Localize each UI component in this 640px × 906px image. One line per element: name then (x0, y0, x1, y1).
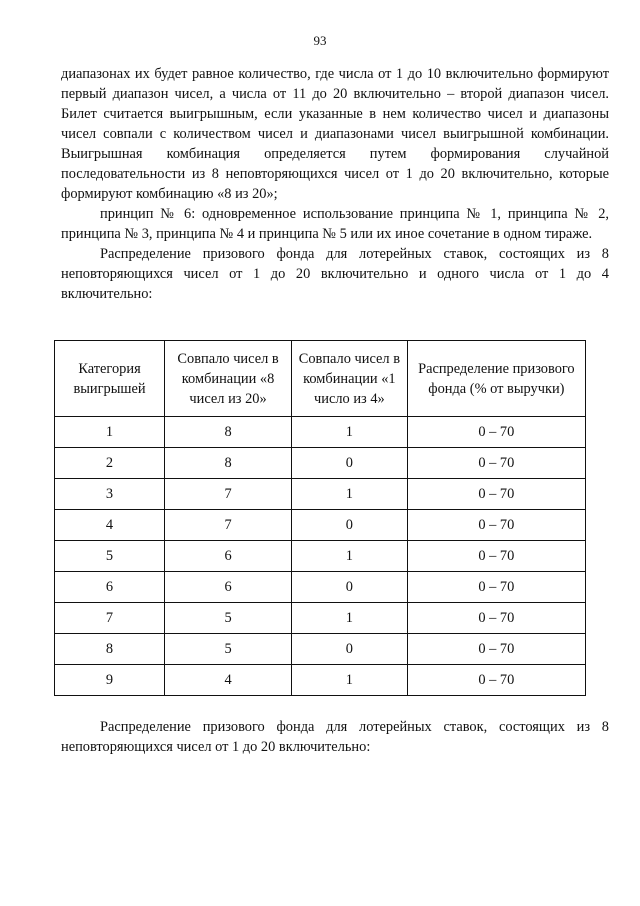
header-matched-8-of-20: Совпало чисел в комбинации «8 чисел из 20» (165, 341, 292, 417)
cell-prize-fund-share: 0 – 70 (407, 479, 585, 510)
cell-matched-1-of-4: 1 (292, 417, 408, 448)
cell-matched-1-of-4: 1 (292, 603, 408, 634)
table-row (55, 603, 586, 634)
cell-matched-1-of-4: 0 (292, 448, 408, 479)
paragraph-principle-6: принцип № 6: одновременное использование принципа № 1, принципа № 2, принципа № 3, принципа № 4 и принципа № 5 или их иное сочетание в одном тираже. (61, 206, 609, 242)
table-row (55, 479, 586, 510)
prize-distribution-table (54, 340, 586, 696)
cell-prize-fund-share: 0 – 70 (407, 448, 585, 479)
cell-category: 4 (55, 510, 165, 541)
cell-matched-8-of-20: 5 (165, 634, 292, 665)
page-number: 93 (313, 33, 327, 48)
cell-prize-fund-share: 0 – 70 (407, 572, 585, 603)
cell-matched-8-of-20: 5 (165, 603, 292, 634)
cell-prize-fund-share: 0 – 70 (407, 603, 585, 634)
document-body-continued (61, 717, 609, 757)
table-row (55, 510, 586, 541)
cell-matched-8-of-20: 8 (165, 417, 292, 448)
cell-category: 3 (55, 479, 165, 510)
cell-matched-8-of-20: 7 (165, 479, 292, 510)
cell-matched-8-of-20: 6 (165, 572, 292, 603)
table-row (55, 634, 586, 665)
cell-prize-fund-share: 0 – 70 (407, 634, 585, 665)
table-row (55, 448, 586, 479)
cell-matched-1-of-4: 0 (292, 634, 408, 665)
table-row (55, 541, 586, 572)
cell-category: 6 (55, 572, 165, 603)
table-row (55, 417, 586, 448)
table-row (55, 572, 586, 603)
cell-matched-8-of-20: 7 (165, 510, 292, 541)
cell-category: 2 (55, 448, 165, 479)
table-header-row (55, 341, 586, 417)
cell-matched-8-of-20: 6 (165, 541, 292, 572)
cell-prize-fund-share: 0 – 70 (407, 510, 585, 541)
cell-category: 1 (55, 417, 165, 448)
header-prize-fund-share: Распределение призового фонда (% от выручки) (407, 341, 585, 417)
document-body (61, 64, 609, 304)
cell-prize-fund-share: 0 – 70 (407, 541, 585, 572)
cell-category: 7 (55, 603, 165, 634)
header-matched-1-of-4: Совпало чисел в комбинации «1 число из 4» (292, 341, 408, 417)
cell-matched-1-of-4: 1 (292, 479, 408, 510)
cell-category: 8 (55, 634, 165, 665)
cell-category: 9 (55, 665, 165, 696)
cell-matched-1-of-4: 0 (292, 572, 408, 603)
cell-matched-8-of-20: 4 (165, 665, 292, 696)
table-row (55, 665, 586, 696)
cell-matched-8-of-20: 8 (165, 448, 292, 479)
cell-matched-1-of-4: 1 (292, 541, 408, 572)
paragraph-prize-distribution-intro: Распределение призового фонда для лотерейных ставок, состоящих из 8 неповторяющихся чисел от 1 до 20 включительно и одного числа от 1 до 4 включительно: (61, 246, 609, 302)
cell-category: 5 (55, 541, 165, 572)
header-category: Категория выигрышей (55, 341, 165, 417)
cell-prize-fund-share: 0 – 70 (407, 417, 585, 448)
paragraph-range-description: диапазонах их будет равное количество, где числа от 1 до 10 включительно формируют первый диапазон чисел, а числа от 11 до 20 включительно – второй диапазон чисел. Билет считается выигрышным, если указанные в нем количество чисел и диапазоны чисел совпали с количеством чисел и диапазонами чисел выигрышной комбинации. Выигрышная комбинация определяется путем формирования случайной последовательности из 8 неповторяющихся чисел от 1 до 20 включительно, которые формируют комбинацию «8 из 20»; (61, 66, 609, 202)
cell-matched-1-of-4: 0 (292, 510, 408, 541)
paragraph-prize-distribution-8-of-20: Распределение призового фонда для лотерейных ставок, состоящих из 8 неповторяющихся чисел от 1 до 20 включительно: (61, 719, 609, 755)
cell-prize-fund-share: 0 – 70 (407, 665, 585, 696)
cell-matched-1-of-4: 1 (292, 665, 408, 696)
